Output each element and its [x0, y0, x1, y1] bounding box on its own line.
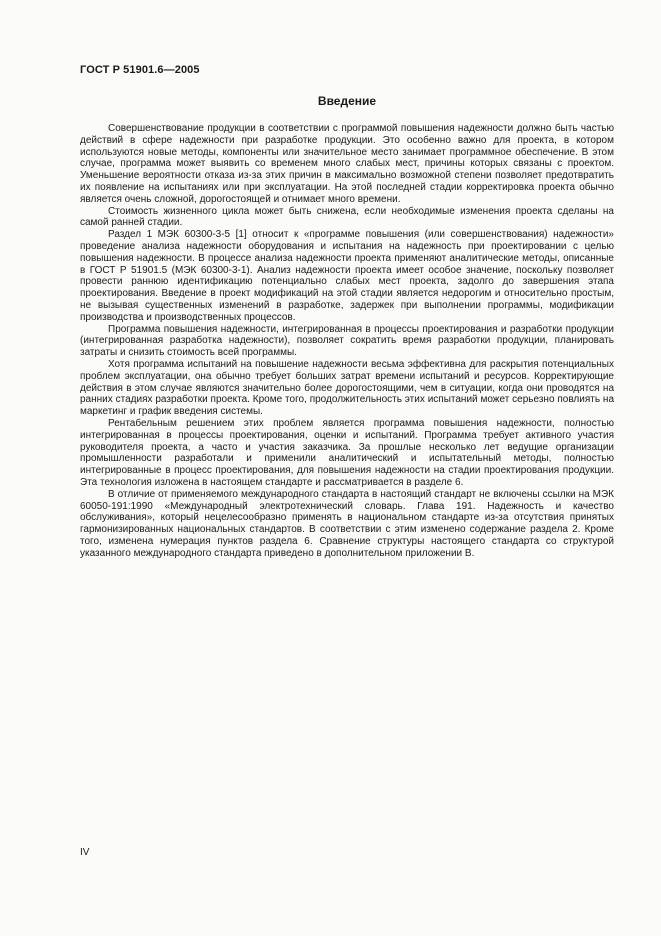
running-header: ГОСТ Р 51901.6—2005 [80, 64, 200, 76]
body-text [80, 123, 614, 559]
paragraph: Хотя программа испытаний на повышение надежности весьма эффективна для раскрытия потенциальных проблем эксплуатации, она обычно требует больших затрат времени испытаний и ресурсов. Корректирующие действия в этом случае являются значительно более дорогостоящими, чем в ситуации, когда они проводятся на ранних стадиях разработки проекта. Кроме того, продолжительность этих испытаний может серьезно повлиять на маркетинг и график введения системы. [80, 358, 614, 418]
page-number: IV [80, 847, 90, 858]
paragraph: Раздел 1 МЭК 60300-3-5 [1] относит к «программе повышения (или совершенствования) надежности» проведение анализа надежности оборудования и испытания на надежность при проектировании с целью повышения надежности. В процессе анализа надежности проекта применяют аналитические методы, описанные в ГОСТ Р 51901.5 (МЭК 60300-3-1). Анализ надежности проекта имеет особое значение, поскольку позволяет провести раннюю идентификацию потенциально слабых мест проекта, задолго до завершения этапа проектирования. Введение в проект модификаций на этой стадии является недорогим и относительно простым, не вызывая существенных изменений в разработке, задержек при выполнении программы, модификации производства и производственных процессов. [80, 229, 614, 323]
paragraph: Совершенствование продукции в соответствии с программой повышения надежности должно быть частью действий в сфере надежности при разработке продукции. Это особенно важно для проекта, в котором используются новые методы, компоненты или значительное место занимает программное обеспечение. В этом случае, программа может выявить со временем много слабых мест, причины которых связаны с проектом. Уменьшение вероятности отказа из-за этих причин в максимально возможной степени позволяет предотвратить их появление на испытаниях или при эксплуатации. На этой последней стадии корректировка проекта обычно является очень сложной, дорогостоящей и отнимает много времени. [80, 123, 614, 205]
paragraph: Программа повышения надежности, интегрированная в процессы проектирования и разработки продукции (интегрированная разработка надежности), позволяет сократить время разработки продукции, планировать затраты и снизить стоимость всей программы. [80, 323, 614, 359]
paragraph: Рентабельным решением этих проблем является программа повышения надежности, полностью интегрированная в процессы проектирования, оценки и испытаний. Программа требует активного участия руководителя проекта, а часто и участия заказчика. За прошлые несколько лет ведущие организации промышленности разработали и применили аналитический и испытательный методы, полностью интегрированные в процесс проектирования, для повышения надежности на стадии проектирования продукции. Эта технология изложена в настоящем стандарте и рассматривается в разделе 6. [80, 417, 614, 488]
paragraph: Стоимость жизненного цикла может быть снижена, если необходимые изменения проекта сделаны на самой ранней стадии. [80, 205, 614, 229]
paragraph: В отличие от применяемого международного стандарта в настоящий стандарт не включены ссылки на МЭК 60050-191:1990 «Международный электротехнический словарь. Глава 191. Надежность и качество обслуживания», который нецелесообразно применять в национальном стандарте из-за отсутствия принятых гармонизированных национальных стандартов. В соответствии с этим изменено содержание раздела 2. Кроме того, изменена нумерация пунктов раздела 6. Сравнение структуры настоящего стандарта со структурой указанного международного стандарта приведено в дополнительном приложении В. [80, 488, 614, 559]
section-title: Введение [317, 94, 377, 108]
